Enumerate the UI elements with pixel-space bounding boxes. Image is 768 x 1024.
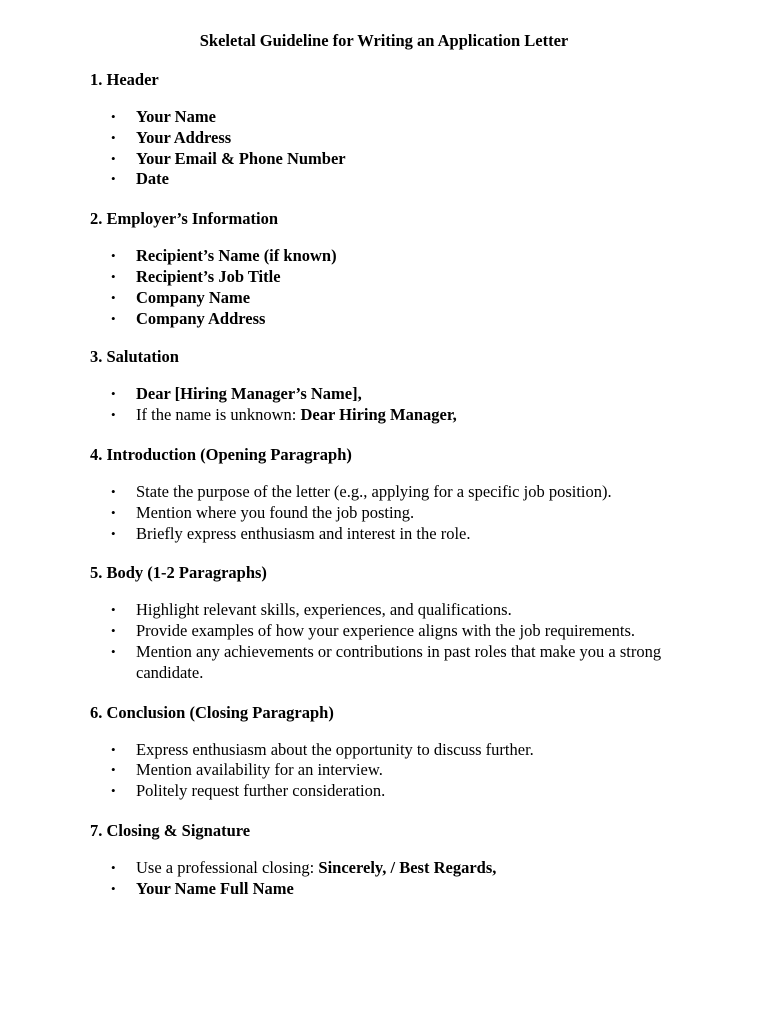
list-item [90,149,690,170]
list-item [90,524,690,545]
bullet-icon: • [111,741,116,757]
bullet-icon: • [111,525,116,541]
bold-text: Your Email & Phone Number [136,148,346,168]
bullet-icon: • [111,109,116,124]
bullet-list [90,740,690,802]
bullet-list [90,858,690,900]
document-title: Skeletal Guideline for Writing an Application Letter [199,31,569,50]
list-item [90,246,690,267]
section-heading: 7. Closing & Signature [90,820,251,840]
bold-text: Sincerely, / Best Regards, [318,857,497,877]
bold-text: Your Name [136,107,216,126]
bullet-icon: • [111,623,116,639]
list-item [90,267,690,288]
item-text: If the name is unknown: [136,405,301,425]
bullet-icon: • [111,129,116,145]
list-item [90,621,690,642]
item-text: Politely request further consideration. [136,781,386,801]
list-item [90,288,690,309]
bold-text: Dear Hiring Manager, [300,405,457,425]
bullet-icon: • [111,248,116,264]
bullet-icon: • [111,880,116,896]
bullet-list [90,246,690,329]
section-heading: 5. Body (1-2 Paragraphs) [90,563,267,583]
bullet-icon: • [111,762,116,778]
bullet-list [90,482,690,544]
bold-text: Date [136,169,169,189]
bullet-icon: • [111,386,116,402]
bullet-list [90,107,690,190]
document-sections [90,69,690,900]
item-text: Highlight relevant skills, experiences, and qualifications. [136,600,512,620]
bullet-list [90,384,690,426]
bullet-icon: • [111,289,116,305]
list-item [90,405,690,426]
list-item [90,384,690,405]
document-page [90,30,690,900]
item-text: Provide examples of how your experience aligns with the job requirements. [136,621,635,641]
section-heading: 2. Employer’s Information [90,209,279,229]
item-text: Mention availability for an interview. [136,760,383,780]
bullet-icon: • [111,602,116,618]
bullet-icon: • [111,268,116,284]
item-text: Briefly express enthusiasm and interest in the role. [136,523,471,543]
item-text: State the purpose of the letter (e.g., applying for a specific job position). [136,481,612,501]
bold-text: Recipient’s Job Title [136,266,281,286]
bullet-icon: • [111,171,116,187]
list-item [90,781,690,802]
section-heading: 6. Conclusion (Closing Paragraph) [90,702,334,722]
section-heading: 1. Header [90,70,159,89]
list-item [90,879,690,900]
bullet-icon: • [111,504,116,520]
bullet-icon: • [111,407,116,423]
bullet-icon: • [111,859,116,875]
list-item [90,128,690,149]
list-item [90,107,690,128]
section-heading: 4. Introduction (Opening Paragraph) [90,444,352,464]
section-heading: 3. Salutation [90,347,179,367]
item-text: Mention where you found the job posting. [136,502,415,522]
bullet-icon: • [111,483,116,499]
list-item [90,600,690,621]
bullet-icon: • [111,643,116,659]
item-text: Express enthusiasm about the opportunity to discuss further. [136,739,534,759]
bullet-icon: • [111,310,116,326]
list-item [90,309,690,330]
bold-text: Company Address [136,308,266,328]
bold-text: Recipient’s Name (if known) [136,246,337,266]
list-item [90,169,690,190]
item-text: Mention any achievements or contributions in past roles that make you a strong candidate. [136,641,662,682]
bold-text: Dear [Hiring Manager’s Name], [136,384,362,404]
list-item [90,642,690,684]
bullet-icon: • [111,783,116,799]
bullet-list [90,600,690,683]
bold-text: Your Name Full Name [136,878,294,898]
item-text: Use a professional closing: [136,857,319,877]
bold-text: Company Name [136,287,251,307]
list-item [90,858,690,879]
list-item [90,740,690,761]
list-item [90,482,690,503]
list-item [90,503,690,524]
list-item [90,760,690,781]
bold-text: Your Address [136,127,232,147]
bullet-icon: • [111,150,116,166]
